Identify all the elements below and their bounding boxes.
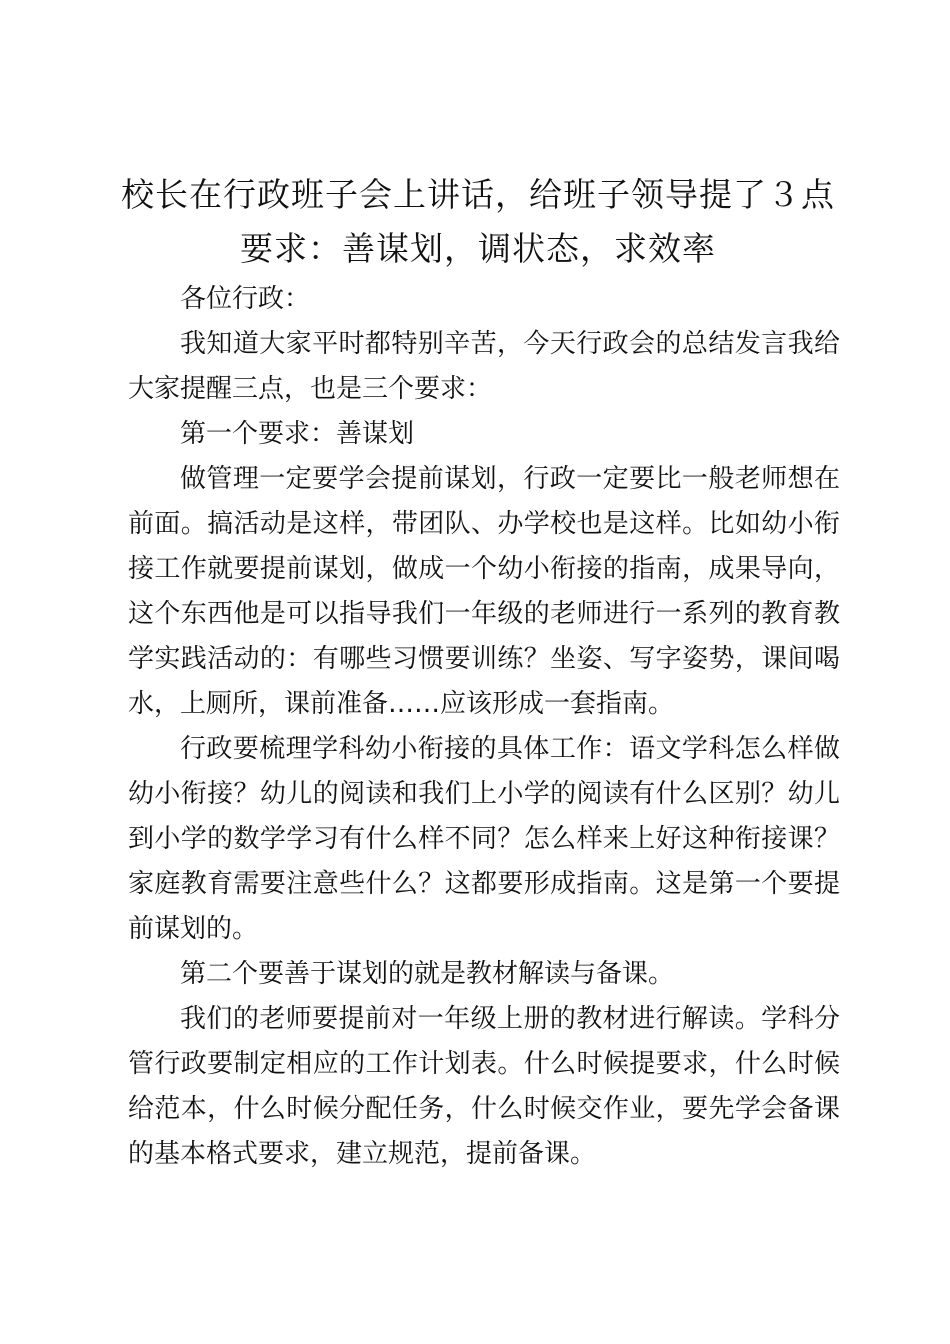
- paragraph-salutation: 各位行政：: [180, 284, 311, 314]
- document-body: [128, 277, 840, 1177]
- paragraph-heading-1: 第一个要求：善谋划: [180, 419, 415, 449]
- document-title: 校长在行政班子会上讲话，给班子领导提了３点要求：善谋划，调状态，求效率: [121, 175, 835, 268]
- paragraph: 第二个要善于谋划的就是教材解读与备课。: [180, 959, 675, 989]
- paragraph: 行政要梳理学科幼小衔接的具体工作：语文学科怎么样做幼小衔接？幼儿的阅读和我们上小学的阅读有什么区别？幼儿到小学的数学学习有什么样不同？怎么样来上好这种衔接课？家庭教育需要注意些什么？这都要形成指南。这是第一个要提前谋划的。: [128, 734, 840, 944]
- paragraph: 做管理一定要学会提前谋划，行政一定要比一般老师想在前面。搞活动是这样，带团队、办学校也是这样。比如幼小衔接工作就要提前谋划，做成一个幼小衔接的指南，成果导向，这个东西他是可以指导我们一年级的老师进行一系列的教育教学实践活动的：有哪些习惯要训练？坐姿、写字姿势，课间喝水，上厕所，课前准备……应该形成一套指南。: [128, 464, 840, 719]
- paragraph-intro: 我知道大家平时都特别辛苦，今天行政会的总结发言我给大家提醒三点，也是三个要求：: [128, 329, 840, 404]
- paragraph: 我们的老师要提前对一年级上册的教材进行解读。学科分管行政要制定相应的工作计划表。什么时候提要求，什么时候给范本，什么时候分配任务，什么时候交作业，要先学会备课的基本格式要求，建立规范，提前备课。: [128, 1004, 840, 1169]
